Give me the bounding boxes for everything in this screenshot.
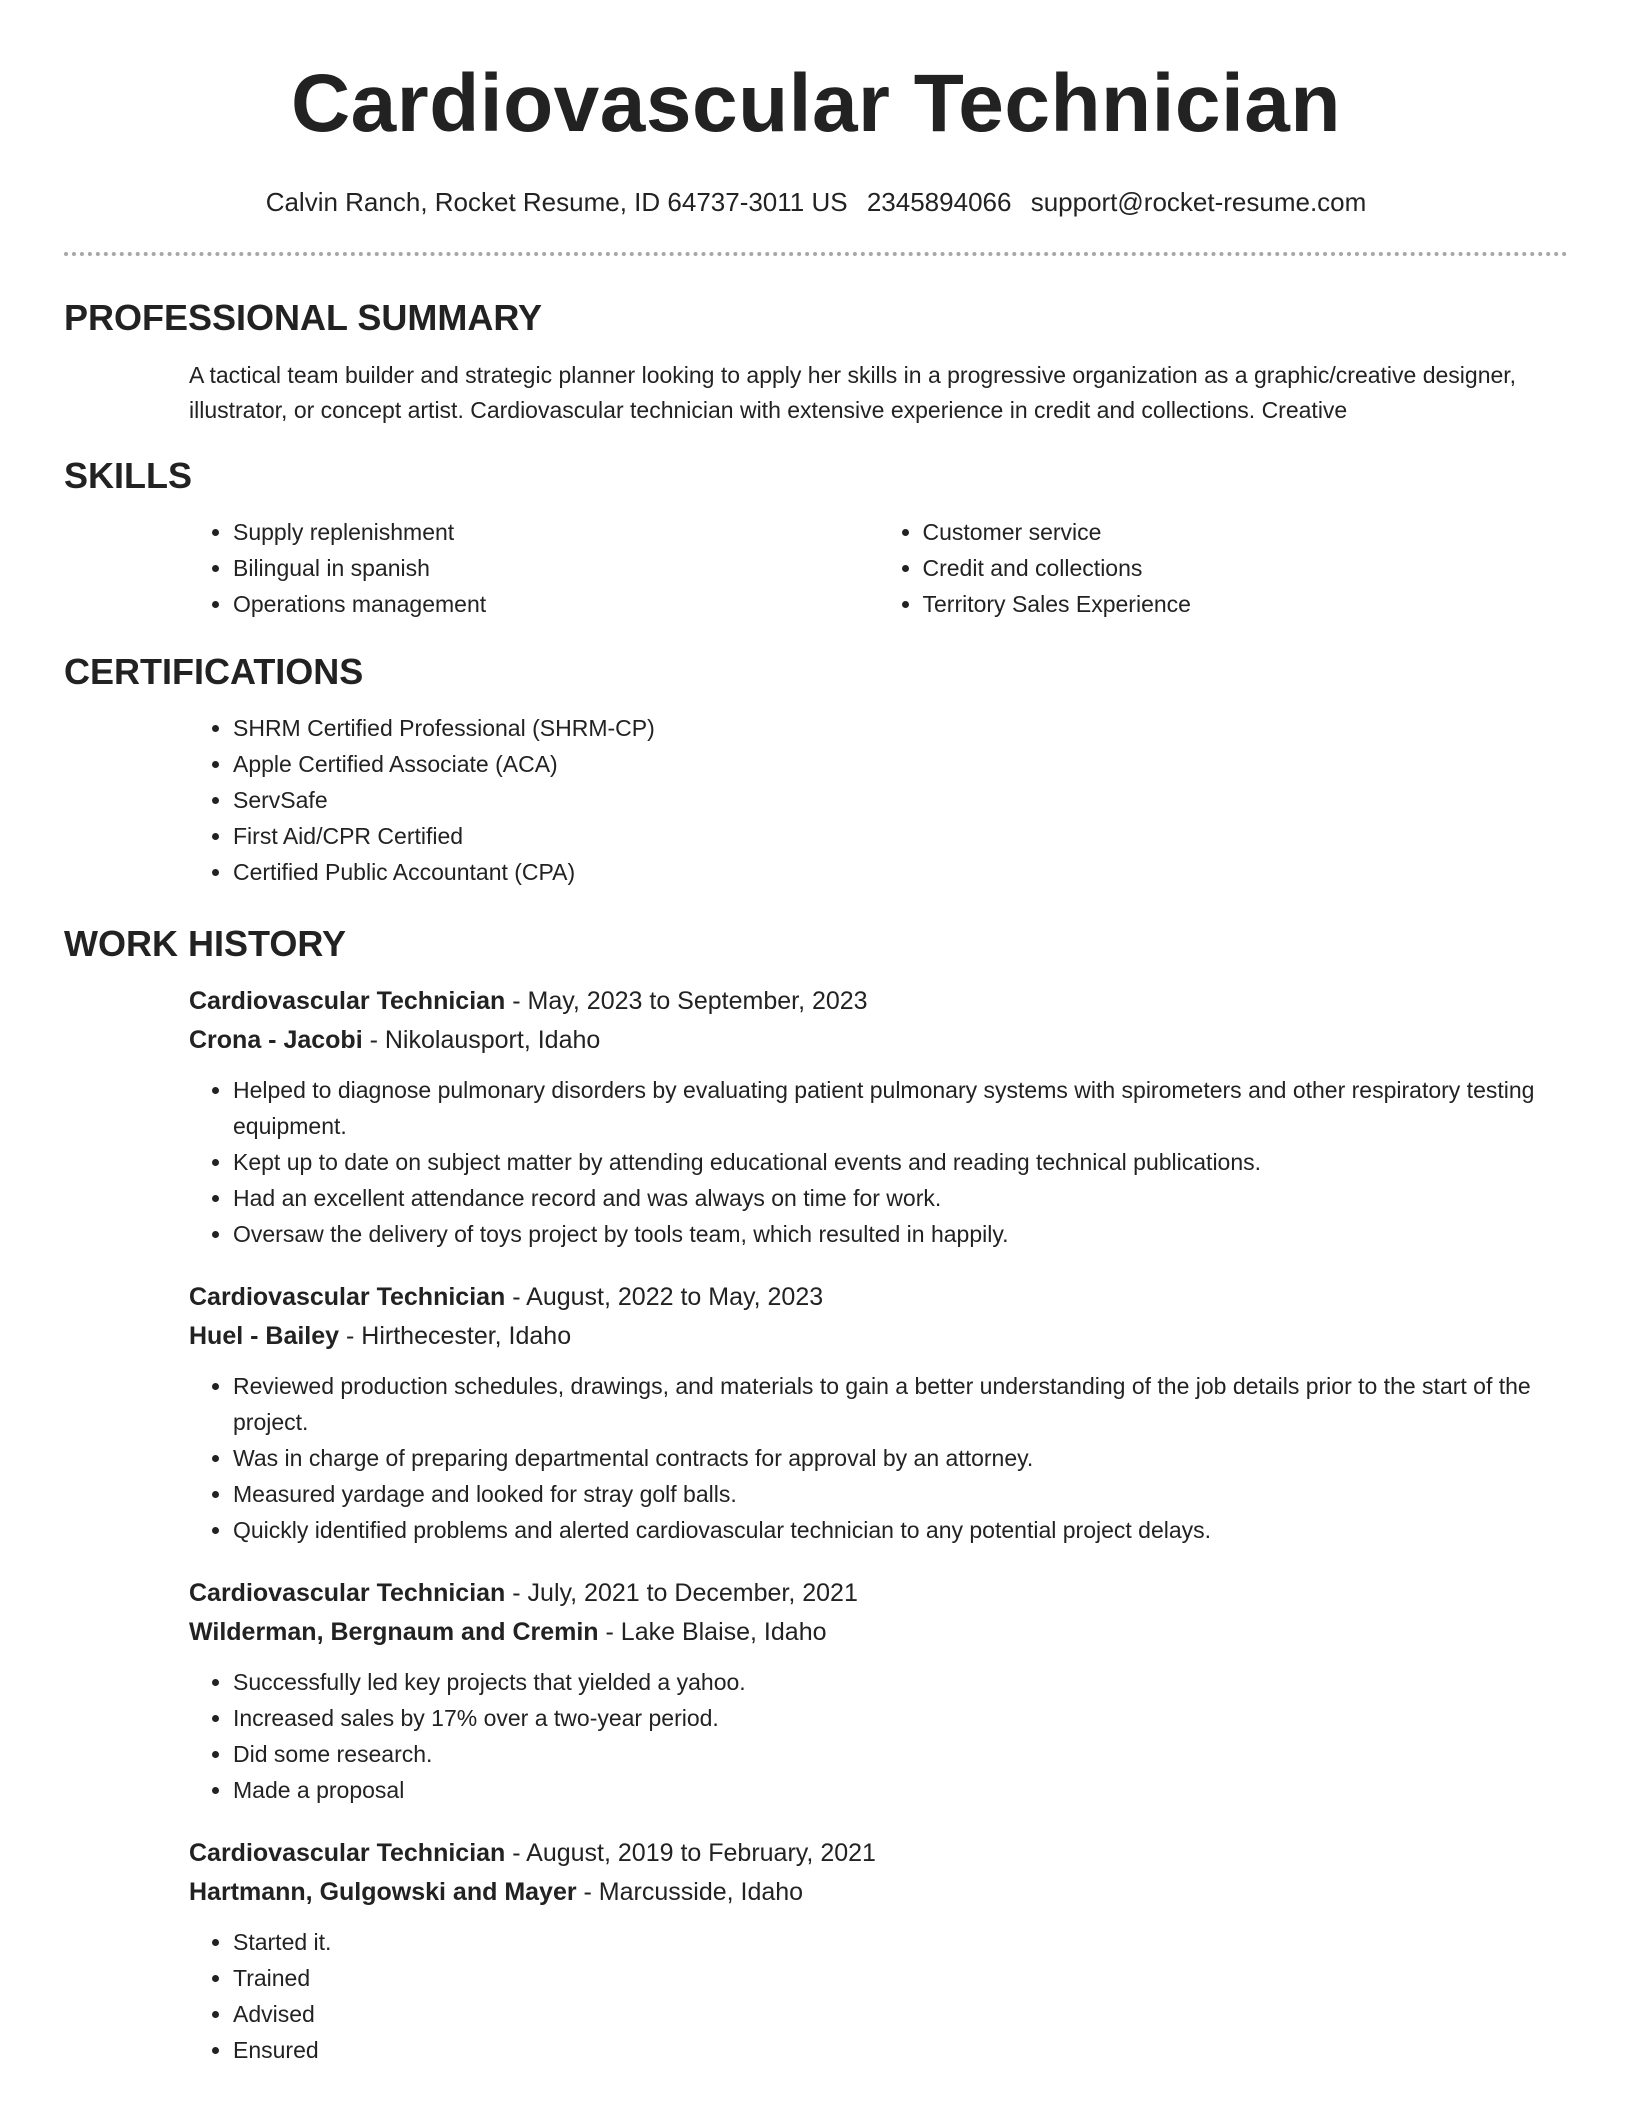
job-title: Cardiovascular Technician (189, 1283, 506, 1311)
job-bullet: • Ensured (233, 2032, 1568, 2068)
job-bullet: • Advised (233, 1996, 1568, 2032)
job-location: - Hirthecester, Idaho (339, 1322, 572, 1350)
certification-item: • SHRM Certified Professional (SHRM-CP) (233, 710, 1568, 746)
job-entry (189, 1278, 1568, 1548)
job-bullet: • Had an excellent attendance record and was always on time for work. (233, 1180, 1568, 1216)
job-dates: - August, 2019 to February, 2021 (505, 1839, 876, 1867)
skills-list-left (189, 514, 879, 622)
job-company: Crona - Jacobi (189, 1026, 363, 1054)
job-title: Cardiovascular Technician (189, 1579, 506, 1607)
work-history-heading: WORK HISTORY (64, 923, 347, 964)
contact-address: Calvin Ranch, Rocket Resume, ID 64737-3011 US (265, 187, 848, 217)
job-title: Cardiovascular Technician (189, 1839, 506, 1867)
job-location: - Nikolausport, Idaho (362, 1026, 601, 1054)
job-title-line (189, 982, 1568, 1021)
job-dates: - May, 2023 to September, 2023 (505, 987, 868, 1015)
job-bullet: • Increased sales by 17% over a two-year period. (233, 1700, 1568, 1736)
resume-name: Cardiovascular Technician (290, 58, 1342, 149)
job-entry (189, 1834, 1568, 2068)
job-bullet: • Kept up to date on subject matter by attending educational events and reading technical publications. (233, 1144, 1568, 1180)
job-bullets (189, 1664, 1568, 1808)
certifications-section (64, 710, 1568, 890)
certifications-heading: CERTIFICATIONS (64, 651, 364, 692)
job-company-line (189, 1873, 1568, 1912)
job-title-line (189, 1278, 1568, 1317)
job-bullet: • Measured yardage and looked for stray golf balls. (233, 1476, 1568, 1512)
job-bullets (189, 1924, 1568, 2068)
contact-email: support@rocket-resume.com (1030, 187, 1367, 217)
skills-list-right (879, 514, 1569, 622)
skills-section (64, 514, 1568, 622)
job-company: Huel - Bailey (189, 1322, 340, 1350)
header-divider (64, 252, 1568, 256)
job-bullet: • Quickly identified problems and alerted cardiovascular technician to any potential project delays. (233, 1512, 1568, 1548)
skills-heading: SKILLS (64, 455, 193, 496)
job-bullet: • Trained (233, 1960, 1568, 1996)
job-title-line (189, 1834, 1568, 1873)
certification-item: • Apple Certified Associate (ACA) (233, 746, 1568, 782)
job-company-line (189, 1613, 1568, 1652)
job-bullets (189, 1072, 1568, 1252)
skill-item: • Bilingual in spanish (233, 550, 879, 586)
job-bullet: • Successfully led key projects that yielded a yahoo. (233, 1664, 1568, 1700)
job-dates: - July, 2021 to December, 2021 (505, 1579, 858, 1607)
skill-item: • Operations management (233, 586, 879, 622)
summary-section (64, 358, 1568, 428)
job-location: - Marcusside, Idaho (576, 1878, 804, 1906)
work-history-section (64, 982, 1568, 2068)
certifications-list (189, 710, 1568, 890)
job-bullets (189, 1368, 1568, 1548)
job-company-line (189, 1317, 1568, 1356)
skill-item: • Supply replenishment (233, 514, 879, 550)
job-bullet: • Was in charge of preparing departmental contracts for approval by an attorney. (233, 1440, 1568, 1476)
job-dates: - August, 2022 to May, 2023 (505, 1283, 824, 1311)
job-entry (189, 982, 1568, 1252)
skill-item: • Territory Sales Experience (923, 586, 1569, 622)
certification-item: • First Aid/CPR Certified (233, 818, 1568, 854)
job-bullet: • Did some research. (233, 1736, 1568, 1772)
job-bullet: • Made a proposal (233, 1772, 1568, 1808)
contact-phone: 2345894066 (866, 187, 1012, 217)
job-company-line (189, 1021, 1568, 1060)
job-bullet: • Reviewed production schedules, drawings, and materials to gain a better understanding of the job details prior to the start of the project. (233, 1368, 1568, 1440)
job-title: Cardiovascular Technician (189, 987, 506, 1015)
skill-item: • Credit and collections (923, 550, 1569, 586)
certification-item: • Certified Public Accountant (CPA) (233, 854, 1568, 890)
summary-heading: PROFESSIONAL SUMMARY (64, 297, 543, 338)
job-bullet: • Started it. (233, 1924, 1568, 1960)
job-entry (189, 1574, 1568, 1808)
skills-grid (189, 514, 1568, 622)
contact-line (64, 186, 1568, 218)
job-location: - Lake Blaise, Idaho (598, 1618, 827, 1646)
job-bullet: • Oversaw the delivery of toys project by tools team, which resulted in happily. (233, 1216, 1568, 1252)
job-title-line (189, 1574, 1568, 1613)
job-bullet: • Helped to diagnose pulmonary disorders by evaluating patient pulmonary systems with spirometers and other respiratory testing equipment. (233, 1072, 1568, 1144)
summary-text: A tactical team builder and strategic planner looking to apply her skills in a progressive organization as a graphic/creative designer, illustrator, or concept artist. Cardiovascular technician with extensive experience in credit and collections. Creative (189, 362, 1517, 423)
job-company: Wilderman, Bergnaum and Cremin (189, 1618, 599, 1646)
certification-item: • ServSafe (233, 782, 1568, 818)
job-company: Hartmann, Gulgowski and Mayer (189, 1878, 577, 1906)
skill-item: • Customer service (923, 514, 1569, 550)
